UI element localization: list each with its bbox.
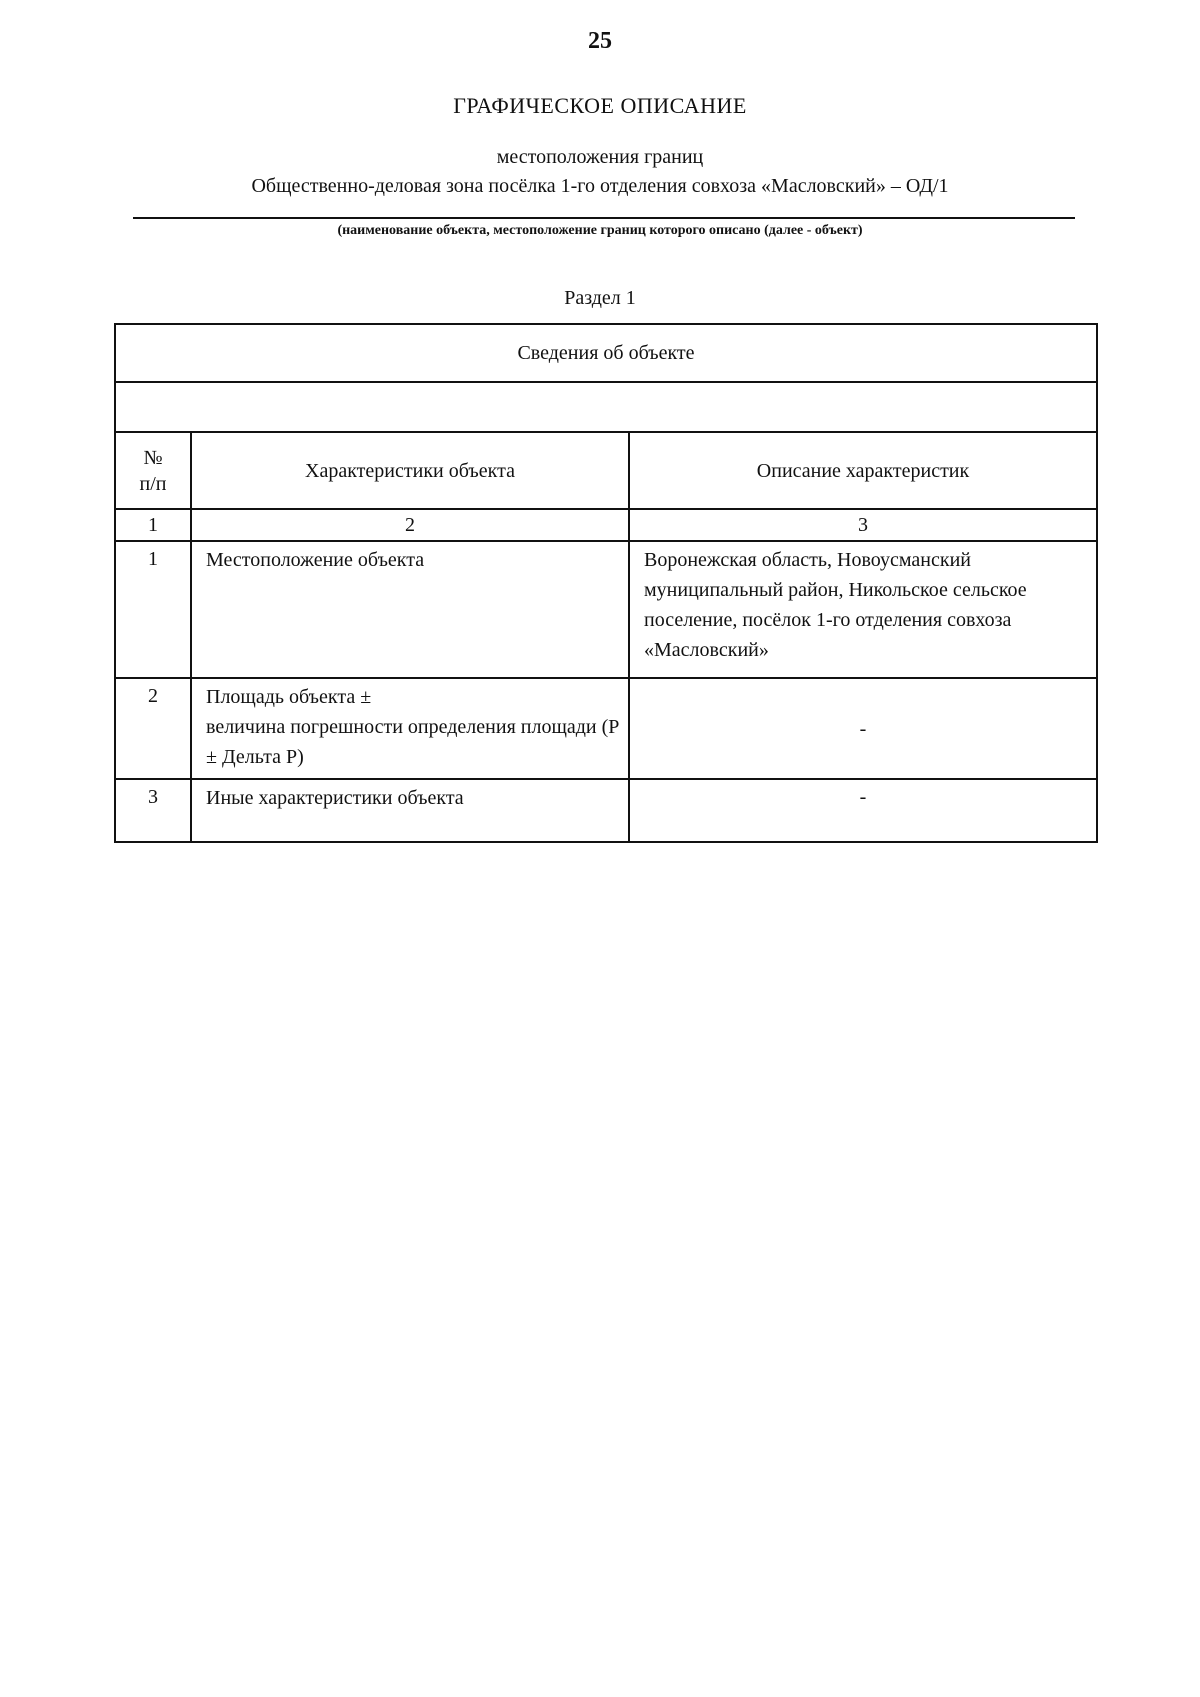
column-header-num <box>115 432 191 509</box>
row-characteristic: Местоположение объекта <box>191 541 629 678</box>
column-number-3: 3 <box>629 509 1097 541</box>
table-row <box>115 541 1097 678</box>
section-label: Раздел 1 <box>564 287 636 309</box>
table-empty-row <box>115 382 1097 432</box>
row-number: 2 <box>115 678 191 779</box>
row-description: Воронежская область, Новоусманский муниципальный район, Никольское сельское поселение, посёлок 1-го отделения совхоза «Масловский» <box>629 541 1097 678</box>
row-characteristic-line2: величина погрешности определения площади (P ± Дельта P) <box>206 716 619 768</box>
row-characteristic <box>191 678 629 779</box>
table-header-row <box>115 324 1097 382</box>
table-row <box>115 678 1097 779</box>
object-name-underline <box>133 217 1075 219</box>
object-name-caption: (наименование объекта, местоположение границ которого описано (далее - объект) <box>337 223 863 238</box>
column-header-num-line2: п/п <box>139 472 167 495</box>
row-description: - <box>629 779 1097 842</box>
row-characteristic-line1: Площадь объекта ± <box>206 686 372 708</box>
row-description: - <box>629 678 1097 779</box>
page-number: 25 <box>588 28 612 54</box>
document-subtitle: местоположения границ <box>496 146 704 168</box>
column-number-1: 1 <box>115 509 191 541</box>
object-name: Общественно-деловая зона посёлка 1-го отделения совхоза «Масловский» – ОД/1 <box>251 175 949 197</box>
column-header-characteristics: Характеристики объекта <box>191 432 629 509</box>
table-column-numbers <box>115 509 1097 541</box>
table-row <box>115 779 1097 842</box>
row-characteristic: Иные характеристики объекта <box>191 779 629 842</box>
column-header-num-line1: № <box>143 446 163 469</box>
object-info-table <box>114 323 1098 843</box>
row-number: 1 <box>115 541 191 678</box>
column-number-2: 2 <box>191 509 629 541</box>
table-empty-cell <box>115 382 1097 432</box>
table-header-title: Сведения об объекте <box>115 324 1097 382</box>
column-header-description: Описание характеристик <box>629 432 1097 509</box>
row-number: 3 <box>115 779 191 842</box>
table-column-headers <box>115 432 1097 509</box>
document-title: ГРАФИЧЕСКОЕ ОПИСАНИЕ <box>453 93 747 118</box>
